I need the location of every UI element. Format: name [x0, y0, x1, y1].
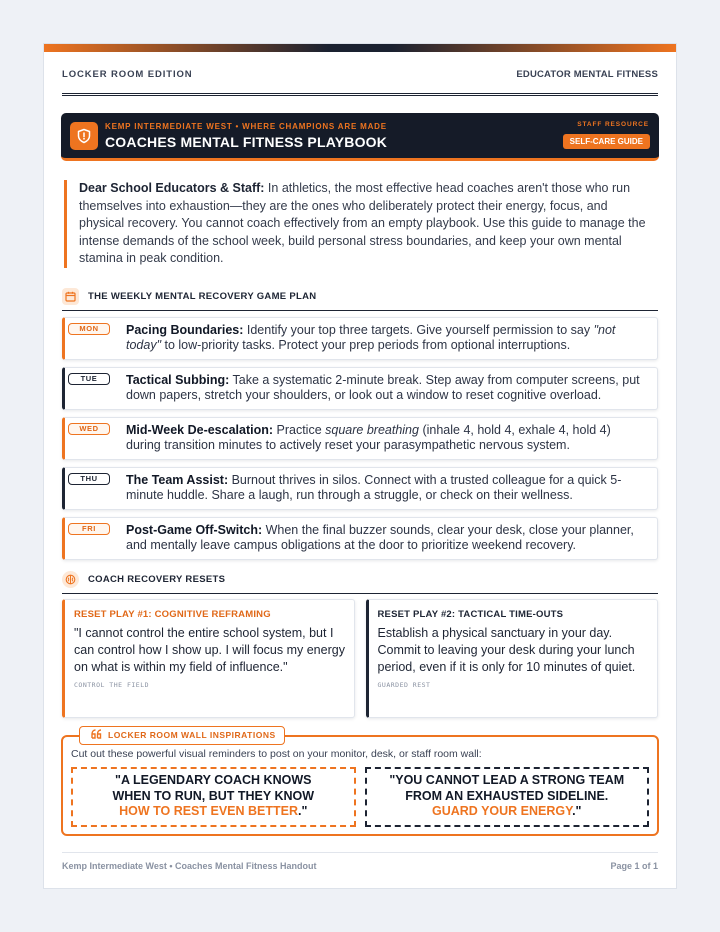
quote-line: FROM AN EXHAUSTED SIDELINE. — [405, 788, 609, 803]
day-title: Post-Game Off-Switch: — [126, 522, 263, 537]
day-emphasis: "not today" — [126, 322, 616, 352]
day-tag: TUE — [68, 373, 110, 385]
calendar-icon — [62, 288, 79, 305]
masthead-category: EDUCATOR MENTAL FITNESS — [516, 69, 658, 80]
day-title: Pacing Boundaries: — [126, 322, 244, 337]
reset-play-card — [366, 599, 659, 718]
reset-play-title: RESET PLAY #2: TACTICAL TIME-OUTS — [377, 608, 564, 620]
day-text: Burnout thrives in silos. Connect with a trusted colleague for a quick 5-minute huddle. Share a laugh, run through a struggle, or check on their wellness. — [126, 472, 622, 502]
intro-letter — [64, 180, 656, 268]
handout-page — [43, 43, 677, 889]
masthead — [62, 69, 658, 96]
game-plan-heading — [62, 288, 658, 311]
day-tag: MON — [68, 323, 110, 335]
day-card-wed — [62, 417, 658, 460]
quote-highlight: HOW TO REST EVEN BETTER — [119, 804, 299, 819]
reset-plays — [62, 599, 658, 718]
intro-salutation: Dear School Educators & Staff: — [79, 181, 265, 195]
staff-resource-label: STAFF RESOURCE — [577, 121, 649, 128]
day-tag: WED — [68, 423, 110, 435]
page-title: COACHES MENTAL FITNESS PLAYBOOK — [105, 133, 388, 150]
day-tag: FRI — [68, 523, 110, 535]
game-plan-title: THE WEEKLY MENTAL RECOVERY GAME PLAN — [88, 290, 317, 302]
day-text: Identify your top three targets. Give yourself permission to say — [243, 322, 594, 337]
shield-icon — [70, 122, 98, 150]
title-banner — [61, 113, 659, 161]
day-emphasis: square breathing — [325, 422, 419, 437]
footer-source: Kemp Intermediate West • Coaches Mental Fitness Handout — [62, 861, 317, 871]
quote-icon — [91, 729, 102, 741]
quote-line: WHEN TO RUN, BUT THEY KNOW — [112, 788, 315, 803]
reset-play-title: RESET PLAY #1: COGNITIVE REFRAMING — [74, 608, 271, 620]
day-title: Tactical Subbing: — [126, 372, 230, 387]
gradient-top-bar — [44, 44, 676, 52]
brain-icon — [62, 571, 79, 588]
quote-highlight: GUARD YOUR ENERGY — [432, 804, 573, 819]
quote-line: "YOU CANNOT LEAD A STRONG TEAM — [389, 773, 625, 788]
reset-play-card — [62, 599, 355, 718]
day-text: Practice — [273, 422, 326, 437]
banner-eyebrow: KEMP INTERMEDIATE WEST • WHERE CHAMPIONS ARE MADE — [105, 121, 387, 131]
day-tag: THU — [68, 473, 110, 485]
wall-inspirations-label — [79, 726, 285, 745]
masthead-edition: LOCKER ROOM EDITION — [62, 69, 193, 80]
wall-inspirations-box — [61, 730, 659, 836]
cutout-quote-card[interactable] — [365, 767, 650, 827]
day-text: to low-priority tasks. Protect your prep periods from optional interruptions. — [161, 338, 571, 352]
day-card-thu — [62, 467, 658, 510]
self-care-guide-badge: SELF-CARE GUIDE — [563, 134, 650, 149]
wall-intro: Cut out these powerful visual reminders to post on your monitor, desk, or staff room wall: — [71, 747, 482, 760]
quote-close: ." — [298, 804, 308, 819]
quote-close: ." — [572, 804, 582, 819]
intro-body: In athletics, the most effective head coaches aren't those who run themselves into exhaustion—they are the ones who deliberately protect their energy, focus, and physical recovery. You cannot coach effectively from an empty playbook. Use this guide to manage the intense demands of the school week, build personal stress boundaries, and keep your own mental stamina in peak condition. — [79, 181, 646, 265]
day-card-fri — [62, 517, 658, 560]
day-text: (inhale 4, hold 4, exhale 4, hold 4) during transition minutes to actively reset your parasympathetic nervous system. — [126, 422, 611, 452]
page-footer — [62, 852, 658, 871]
day-text: When the final buzzer sounds, clear your desk, close your planner, and mentally leave campus obligations at the door to prioritize weekend recovery. — [126, 522, 634, 552]
weekly-plan-list — [62, 317, 658, 560]
reset-play-body: Establish a physical sanctuary in your day. Commit to leaving your desk during your lunch period, even if it is only for 10 minutes of quiet. — [377, 625, 636, 674]
day-card-tue — [62, 367, 658, 410]
day-title: Mid-Week De-escalation: — [126, 422, 274, 437]
day-title: The Team Assist: — [126, 472, 229, 487]
reset-play-tagline: CONTROL THE FIELD — [74, 680, 150, 689]
wall-label-text: LOCKER ROOM WALL INSPIRATIONS — [108, 730, 276, 740]
reset-play-body: "I cannot control the entire school system, but I can control how I show up. I will focus my energy on what is within my field of influence." — [74, 625, 345, 674]
resets-heading — [62, 571, 658, 594]
reset-play-tagline: GUARDED REST — [377, 680, 431, 689]
day-text: Take a systematic 2-minute break. Step away from computer screens, put down papers, stretch your shoulders, or look out a window to reset cognitive overload. — [126, 372, 640, 402]
page-number: Page 1 of 1 — [610, 861, 658, 871]
day-card-mon — [62, 317, 658, 360]
quote-line: "A LEGENDARY COACH KNOWS — [115, 773, 312, 788]
cutout-quote-card[interactable] — [71, 767, 356, 827]
resets-title: COACH RECOVERY RESETS — [88, 573, 226, 585]
